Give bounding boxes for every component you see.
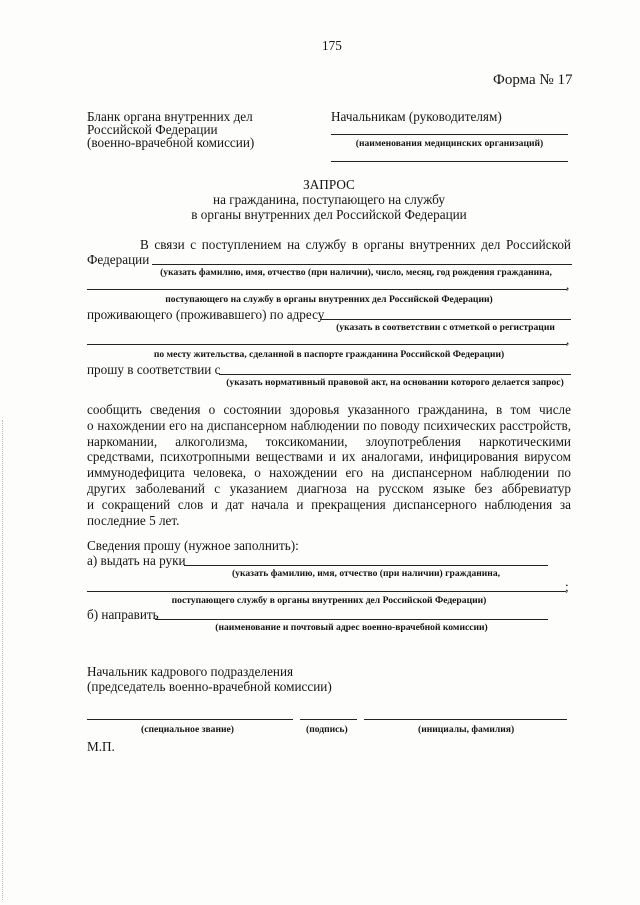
hint-option-b: (наименование и почтовый адрес военно-врачебной комиссии) [215,622,488,633]
body-line: и сокращений слов и дат начала и прекращения диспансерного наблюдения за [87,496,571,512]
request-label: прошу в соответствии с [87,362,221,377]
body-line: о нахождении его на диспансерном наблюдении по поводу психических расстройств, [87,417,571,433]
page-number: 175 [322,38,342,53]
fill-line-legal-act [219,374,571,375]
hint-rank: (специальное звание) [141,724,234,735]
option-a-label: а) выдать на руки [87,553,186,568]
addressee-line-2 [331,161,568,162]
body-line: иммунодефицита человека, о нахождении его на диспансерном наблюдении по [87,465,571,481]
addressee-hint: (наименования медицинских организаций) [355,138,544,149]
hint-initials: (инициалы, фамилия) [418,724,515,735]
fill-line-citizen-name [152,264,572,265]
intro-federation: Федерации [87,252,150,267]
signature-line-sign [300,719,357,720]
form-number: Форма № 17 [493,72,573,88]
blank-line-1: Бланк органа внутренних дел [87,109,253,124]
blank-line-2: Российской Федерации [87,122,218,137]
page-edge-shadow [2,420,3,900]
residing-label: проживающего (проживавшего) по адресу [87,307,325,322]
signature-line-name [364,719,567,720]
intro-line-1: В связи с поступлением на службу в органы внутренних дел Российской [140,237,571,252]
signer-line-2: (председатель военно-врачебной комиссии) [87,679,332,694]
semicolon: ; [565,579,569,594]
blank-line-3: (военно-врачебной комиссии) [87,135,255,150]
document-title: ЗАПРОС [303,177,355,192]
addressee-line-1 [331,134,568,135]
hint-entering-service: поступающего на службу в органы внутренних дел Российской Федерации) [165,294,493,305]
body-line: последние 5 лет. [87,512,180,528]
comma-1: , [566,277,570,292]
comma-2: , [566,332,570,347]
hint-registration: (указать в соответствии с отметкой о регистрации [336,322,555,333]
signature-line-rank [87,719,293,720]
stamp-placeholder: М.П. [87,739,115,754]
fill-line-option-a [184,565,548,566]
fill-line-address [320,319,571,320]
hint-legal-act: (указать нормативный правовой акт, на основании которого делается запрос) [226,377,564,388]
hint-option-a-name: (указать фамилию, имя, отчество (при наличии) гражданина, [231,568,501,579]
fill-line-citizen-2 [87,289,567,290]
fill-line-option-b [155,619,548,620]
fill-line-address-2 [87,344,567,345]
body-line: сообщить сведения о состоянии здоровья указанного гражданина, в том числе [87,402,571,417]
body-line: средствами, психотропными веществами и их аналогами, инфицирования вирусом [87,449,571,465]
hint-option-a-service: поступающего службу в органы внутренних дел Российской Федерации) [171,595,487,606]
document-subtitle-1: на гражданина, поступающего на службу [213,192,445,207]
option-b-label: б) направить [87,607,159,622]
hint-citizen-name: (указать фамилию, имя, отчество (при наличии), число, месяц, год рождения гражданина, [160,267,552,278]
delivery-heading: Сведения прошу (нужное заполнить): [87,538,299,553]
addressee-heading: Начальникам (руководителям) [331,109,502,124]
body-line: других заболеваний с указанием диагноза на русском языке без аббревиатур [87,480,571,496]
hint-passport: по месту жительства, сделанной в паспорте гражданина Российской Федерации) [153,349,505,360]
body-line: наркомании, алкоголизма, токсикомании, злоупотребления наркотическими [87,433,571,449]
document-subtitle-2: в органы внутренних дел Российской Федерации [191,207,467,222]
hint-signature: (подпись) [306,724,348,735]
fill-line-option-a-2 [87,591,566,592]
request-body-paragraph [87,402,571,528]
signer-line-1: Начальник кадрового подразделения [87,664,294,679]
